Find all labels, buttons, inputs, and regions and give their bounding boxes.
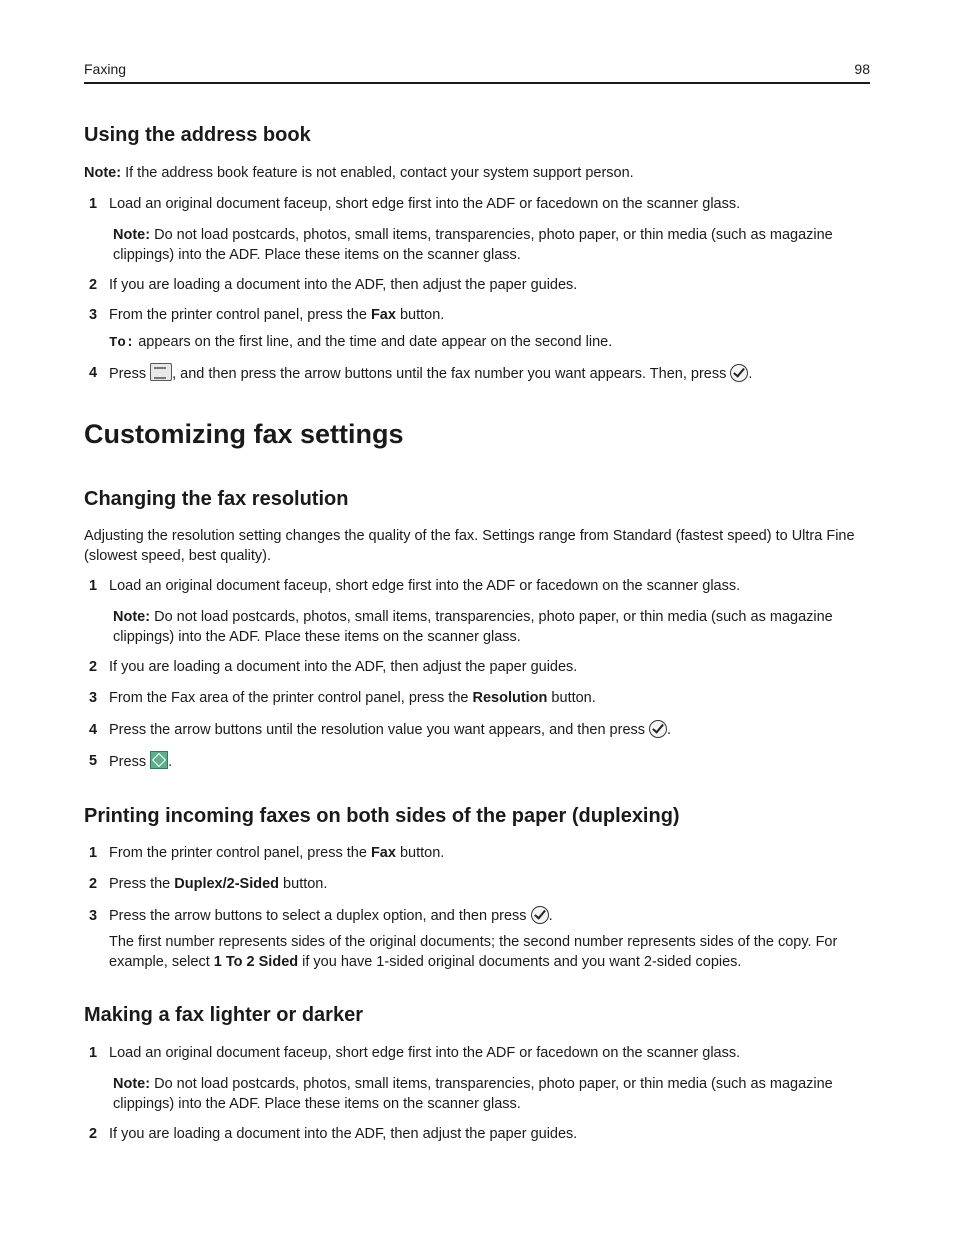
note-text: Do not load postcards, photos, small items, transparencies, photo paper, or thin media (such as magazine clippings) into the ADF. Place these items on the scanner glass. — [113, 227, 833, 263]
heading-duplexing: Printing incoming faxes on both sides of the paper (duplexing) — [84, 805, 680, 827]
step-number: 1 — [89, 845, 98, 861]
step-number: 2 — [89, 1126, 98, 1142]
fax-button-label: Fax — [370, 845, 396, 861]
step-text-part: Press the — [109, 876, 175, 892]
checkmark-icon — [730, 364, 748, 382]
step-text-part: . — [168, 754, 173, 770]
step-text: Load an original document faceup, short edge first into the ADF or facedown on the scanner glass. — [109, 578, 741, 594]
step-text-part: button. — [395, 845, 445, 861]
step-text-part: button. — [395, 307, 445, 323]
resolution-intro: Adjusting the resolution setting changes the quality of the fax. Settings range from Standard (fastest speed) to Ultra Fine (slowest speed, best quality). — [84, 528, 855, 564]
duplex-step-3-detail — [109, 932, 874, 972]
step-text-part: From the printer control panel, press the — [109, 845, 371, 861]
step-text: Load an original document faceup, short edge first into the ADF or facedown on the scanner glass. — [109, 196, 741, 212]
address-book-step-3-detail — [109, 332, 874, 353]
step-text — [109, 906, 871, 926]
step-text-part: . — [548, 908, 553, 924]
note-text: If the address book feature is not enabled, contact your system support person. — [121, 165, 634, 181]
duplex-button-label: Duplex/2-Sided — [174, 876, 280, 892]
step-number: 3 — [89, 690, 98, 706]
step-text-part: Press — [109, 754, 151, 770]
note-text: Do not load postcards, photos, small items, transparencies, photo paper, or thin media (such as magazine clippings) into the ADF. Place these items on the scanner glass. — [113, 609, 833, 645]
step-text — [109, 363, 871, 384]
step-text-part: button. — [279, 876, 328, 892]
step-text — [109, 305, 871, 325]
step-text-part: , and then press the arrow buttons until the fax number you want appears. Then, press — [172, 366, 731, 382]
step-text-part: From the printer control panel, press the — [109, 307, 371, 323]
heading-fax-resolution: Changing the fax resolution — [84, 488, 349, 510]
darkness-step-1-note — [113, 1074, 873, 1114]
checkmark-icon — [531, 906, 549, 924]
step-number: 2 — [89, 876, 98, 892]
address-book-note — [84, 163, 874, 183]
step-text: If you are loading a document into the ADF, then adjust the paper guides. — [109, 659, 578, 675]
resolution-step-1-note — [113, 607, 873, 647]
note-label: Note: — [113, 609, 151, 625]
step-number: 2 — [89, 659, 98, 675]
address-book-icon — [150, 363, 172, 381]
step-text — [109, 720, 871, 740]
detail-text: appears on the first line, and the time and date appear on the second line. — [134, 334, 613, 350]
heading-lighter-darker: Making a fax lighter or darker — [84, 1004, 363, 1026]
step-number: 3 — [89, 908, 98, 924]
step-text — [109, 874, 871, 894]
step-text-part: Press the arrow buttons until the resolution value you want appears, and then press — [109, 722, 650, 738]
step-number: 1 — [89, 1045, 98, 1061]
step-number: 2 — [89, 277, 98, 293]
checkmark-icon — [649, 720, 667, 738]
step-text: If you are loading a document into the ADF, then adjust the paper guides. — [109, 277, 578, 293]
step-number: 1 — [89, 196, 98, 212]
step-number: 4 — [89, 722, 98, 738]
step-number: 4 — [89, 365, 98, 381]
note-label: Note: — [113, 1076, 151, 1092]
step-text — [109, 751, 871, 772]
header-section-title: Faxing — [84, 61, 127, 77]
step-number: 1 — [89, 578, 98, 594]
note-text: Do not load postcards, photos, small items, transparencies, photo paper, or thin media (such as magazine clippings) into the ADF. Place these items on the scanner glass. — [113, 1076, 833, 1112]
note-label: Note: — [113, 227, 151, 243]
step-text-part: . — [748, 366, 753, 382]
step-text-part: button. — [547, 690, 596, 706]
note-label: Note: — [84, 165, 122, 181]
start-icon — [150, 751, 168, 769]
heading-customizing-fax-settings: Customizing fax settings — [84, 419, 404, 449]
detail-text: The first number represents sides of the original documents; the second number represents sides of the copy. For example, select — [109, 934, 838, 970]
address-book-step-1-note — [113, 225, 873, 265]
step-text — [109, 843, 871, 863]
step-text: Load an original document faceup, short edge first into the ADF or facedown on the scanner glass. — [109, 1045, 741, 1061]
step-text — [109, 688, 871, 708]
step-text-part: Press — [109, 366, 151, 382]
heading-address-book: Using the address book — [84, 124, 311, 146]
display-prompt: To: — [109, 335, 135, 351]
step-text-part: Press the arrow buttons to select a duplex option, and then press — [109, 908, 531, 924]
page-header — [84, 60, 870, 84]
detail-text: if you have 1-sided original documents and you want 2-sided copies. — [298, 954, 742, 970]
step-text-part: . — [667, 722, 672, 738]
fax-button-label: Fax — [370, 307, 396, 323]
step-text-part: From the Fax area of the printer control panel, press the — [109, 690, 473, 706]
header-page-number: 98 — [854, 61, 870, 77]
duplex-option-label: 1 To 2 Sided — [213, 954, 299, 970]
step-number: 3 — [89, 307, 98, 323]
resolution-button-label: Resolution — [472, 690, 548, 706]
step-number: 5 — [89, 753, 98, 769]
step-text: If you are loading a document into the ADF, then adjust the paper guides. — [109, 1126, 578, 1142]
